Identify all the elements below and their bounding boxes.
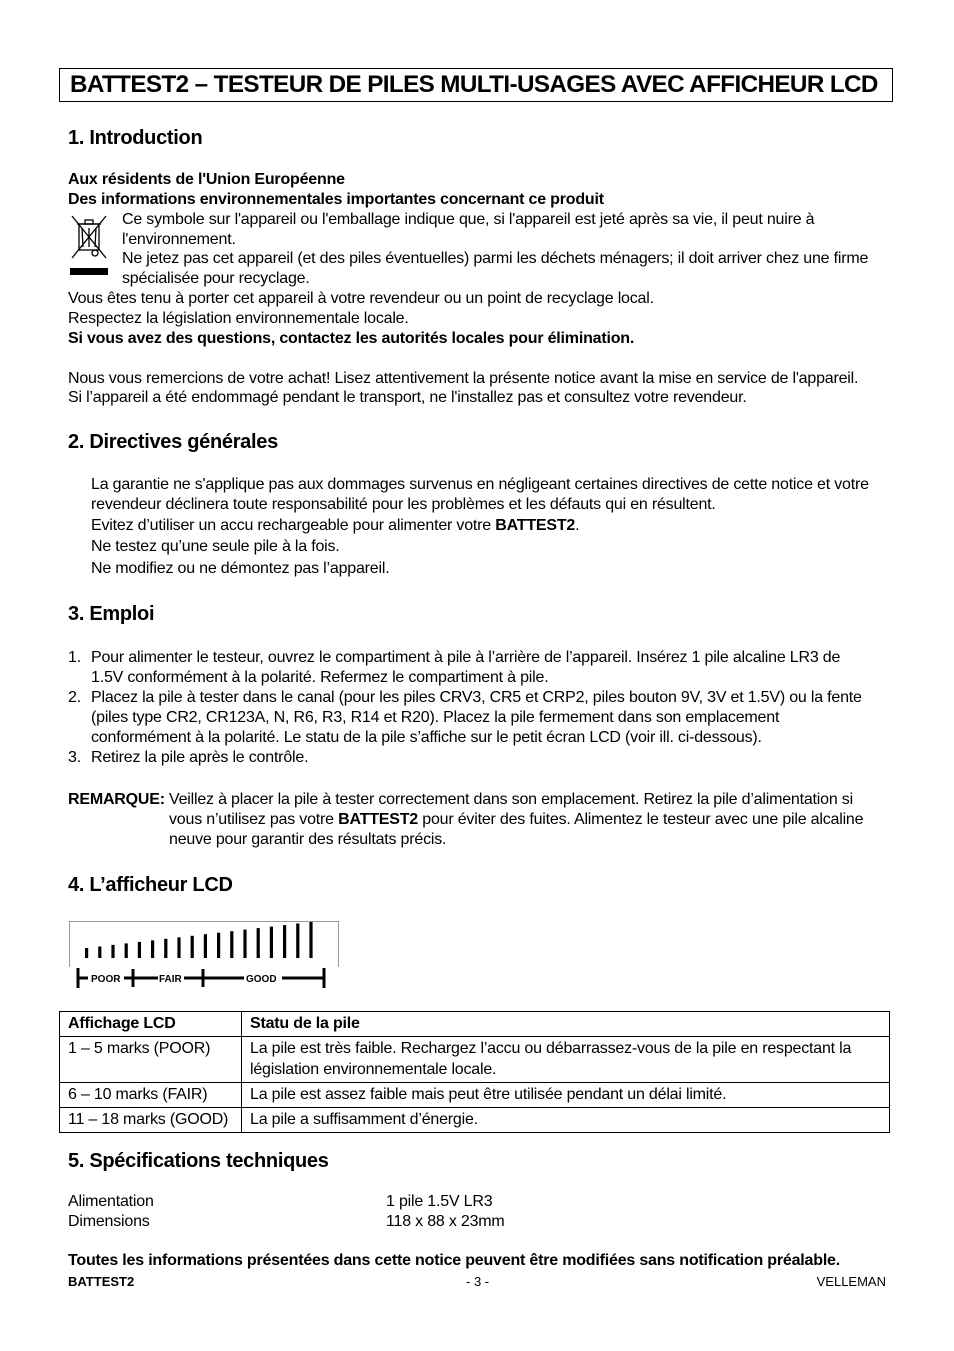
list-item-number: 3.: [68, 749, 81, 766]
table-row: [60, 1037, 890, 1083]
paragraph-symbol-line2: l'environnement.: [122, 231, 236, 248]
disclaimer: Toutes les informations présentées dans cette notice peuvent être modifiées sans notification préalable.: [68, 1252, 841, 1269]
lcd-mark: [217, 933, 220, 958]
lcd-mark: [270, 927, 273, 958]
list-item-line: Placez la pile à tester dans le canal (pour les piles CRV3, CR5 et CRP2, piles bouton 9V, 3V et 1.5V) ou la fente: [91, 689, 862, 706]
list-item-line: conformément à la polarité. Le statu de la pile s’affiche sur le petit écran LCD (voir ill. ci-dessous).: [91, 729, 762, 746]
lcd-mark: [138, 942, 141, 958]
lcd-mark: [243, 930, 246, 958]
lcd-mark: [309, 922, 312, 958]
section-heading-lcd: 4. L’afficheur LCD: [68, 874, 233, 896]
table-cell-display: 6 – 10 marks (FAIR): [60, 1083, 242, 1108]
note-line1: Veillez à placer la pile à tester correctement dans son emplacement. Retirez la pile d’alimentation si: [169, 791, 853, 808]
lcd-mark: [85, 948, 88, 958]
paragraph-thanks: Nous vous remercions de votre achat! Lisez attentivement la présente notice avant la mise en service de l'appareil.: [68, 370, 859, 387]
column-header: Affichage LCD: [60, 1012, 242, 1037]
note-line2: vous n’utilisez pas votre BATTEST2 pour éviter des fuites. Alimentez le testeur avec une pile alcaline: [169, 811, 864, 828]
table-row: [60, 1108, 890, 1133]
table-row: [60, 1083, 890, 1108]
section-heading-introduction: 1. Introduction: [68, 127, 203, 149]
lcd-mark: [283, 925, 286, 958]
lcd-mark: [204, 934, 207, 958]
lcd-scale: [76, 966, 330, 990]
footer-brand: VELLEMAN: [816, 1274, 886, 1289]
table-cell-display: 11 – 18 marks (GOOD): [60, 1108, 242, 1133]
spec-label: Alimentation: [68, 1193, 154, 1210]
lcd-mark: [98, 947, 101, 959]
section-heading-specs: 5. Spécifications techniques: [68, 1150, 329, 1172]
table-cell-status: La pile est assez faible mais peut être utilisée pendant un délai limité.: [242, 1083, 890, 1108]
table-header-row: [60, 1012, 890, 1037]
lcd-mark: [111, 945, 114, 958]
column-header: Statu de la pile: [242, 1012, 890, 1037]
lcd-mark: [177, 937, 180, 958]
list-item-line: Pour alimenter le testeur, ouvrez le compartiment à pile à l’arrière de l’appareil. Insérez 1 pile alcaline LR3 de: [91, 649, 841, 666]
eu-residents-title: Aux résidents de l'Union Européenne: [68, 171, 345, 188]
lcd-mark: [257, 928, 260, 958]
list-item-line: 1.5V conformément à la polarité. Refermez le compartiment à pile.: [91, 669, 549, 686]
scale-label-fair: FAIR: [159, 974, 182, 985]
spec-value: 1 pile 1.5V LR3: [386, 1193, 493, 1210]
paragraph-disposal-line2: spécialisée pour recyclage.: [122, 270, 310, 287]
crossed-out-wheelie-bin-icon: [68, 212, 110, 278]
note-line3: neuve pour garantir des résultats précis.: [169, 831, 447, 848]
paragraph-symbol-line1: Ce symbole sur l'appareil ou l'emballage indique que, si l'appareil est jeté après sa vie, il peut nuire à: [122, 211, 815, 228]
paragraph-legislation: Respectez la législation environnementale locale.: [68, 310, 409, 327]
lcd-mark: [125, 943, 128, 958]
directive-rechargeable: Evitez d’utiliser un accu rechargeable pour alimenter votre BATTEST2.: [91, 517, 580, 534]
scale-label-good: GOOD: [246, 974, 277, 985]
table-cell-status: La pile est très faible. Rechargez l’accu ou débarrassez-vous de la pile en respectant la législation environnementale locale.: [242, 1037, 890, 1083]
paragraph-damage: Si l’appareil a été endommagé pendant le transport, ne l'installez pas et consultez votre revendeur.: [68, 389, 747, 406]
lcd-mark: [230, 931, 233, 958]
directive-one-battery: Ne testez qu’une seule pile à la fois.: [91, 538, 340, 555]
lcd-mark: [164, 939, 167, 958]
paragraph-disposal-line1: Ne jetez pas cet appareil (et des piles éventuelles) parmi les déchets ménagers; il doit arriver chez une firme: [122, 250, 869, 267]
footer-model: BATTEST2: [68, 1274, 135, 1289]
table-cell-display: 1 – 5 marks (POOR): [60, 1037, 242, 1083]
lcd-status-table: [59, 1011, 890, 1133]
page-title: BATTEST2 – TESTEUR DE PILES MULTI-USAGES AVEC AFFICHEUR LCD: [59, 68, 893, 102]
spec-label: Dimensions: [68, 1213, 150, 1230]
table-cell-status: La pile a suffisamment d’énergie.: [242, 1108, 890, 1133]
note-label: REMARQUE:: [68, 791, 165, 808]
environment-info-title: Des informations environnementales importantes concernant ce produit: [68, 191, 604, 208]
section-heading-usage: 3. Emploi: [68, 603, 155, 625]
directive-warranty-line1: La garantie ne s'applique pas aux dommages survenus en négligeant certaines directives de cette notice et votre: [91, 476, 869, 493]
lcd-mark: [151, 940, 154, 958]
scale-label-poor: POOR: [91, 974, 121, 985]
lcd-mark: [191, 936, 194, 958]
section-heading-general-directives: 2. Directives générales: [68, 431, 278, 453]
list-item-line: Retirez la pile après le contrôle.: [91, 749, 309, 766]
paragraph-recycling: Vous êtes tenu à porter cet appareil à votre revendeur ou un point de recyclage local.: [68, 290, 654, 307]
list-item-number: 1.: [68, 649, 81, 666]
footer-page-number: - 3 -: [466, 1274, 490, 1289]
list-item-number: 2.: [68, 689, 81, 706]
lcd-display-illustration: [69, 921, 339, 967]
paragraph-contact-authorities: Si vous avez des questions, contactez les autorités locales pour élimination.: [68, 330, 635, 347]
spec-value: 118 x 88 x 23mm: [386, 1213, 505, 1230]
directive-no-modify: Ne modifiez ou ne démontez pas l’appareil.: [91, 560, 390, 577]
directive-warranty-line2: revendeur déclinera toute responsabilité pour les problèmes et les défauts qui en résultent.: [91, 496, 716, 513]
lcd-mark: [296, 924, 299, 959]
list-item-line: (piles type CR2, CR123A, N, R6, R3, R14 et R20). Placez la pile fermement dans son emplacement: [91, 709, 780, 726]
